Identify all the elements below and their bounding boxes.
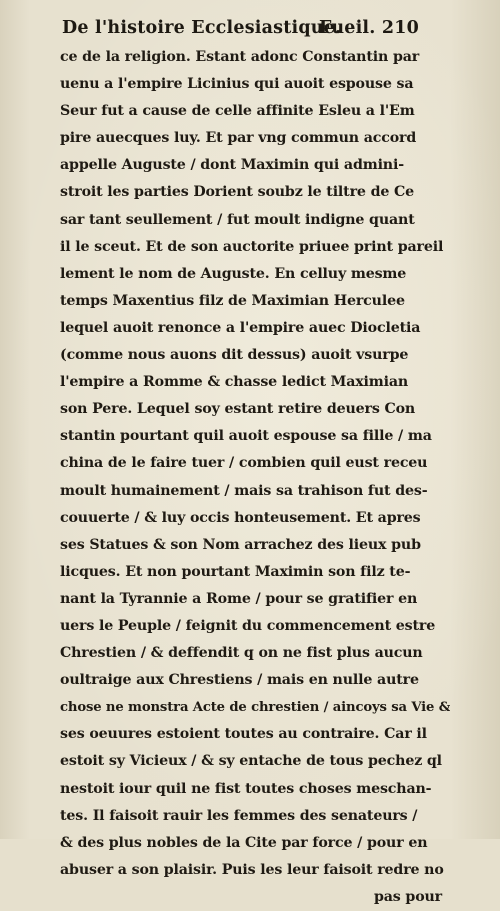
catchword-line: pas pour bbox=[373, 888, 442, 905]
text-line: ce de la religion. Estant adonc Constantin par bbox=[60, 49, 420, 65]
text-line: Seur fut a cause de celle affinite Esleu a l'Em bbox=[60, 103, 415, 120]
text-line: stroit les parties Dorient soubz le tiltre de Ce bbox=[60, 184, 415, 201]
text-line: estoit sy Vicieux / & sy entache de tous pechez ql bbox=[60, 753, 442, 770]
folio-number: Fueil. 210 bbox=[319, 18, 419, 38]
text-line: son Pere. Lequel soy estant retire deuers Con bbox=[60, 401, 416, 418]
text-line: oultraige aux Chrestiens / mais en nulle autre bbox=[60, 672, 419, 689]
text-line: lequel auoit renonce a l'empire auec Diocletia bbox=[60, 319, 421, 336]
text-line: ses oeuures estoient toutes au contraire. Car il bbox=[60, 726, 427, 743]
text-line: lement le nom de Auguste. En celluy mesme bbox=[60, 265, 407, 282]
text-line: Chrestien / & deffendit q on ne fist plus aucun bbox=[60, 645, 423, 662]
text-line: nestoit iour quil ne fist toutes choses meschan- bbox=[60, 780, 432, 797]
body-text bbox=[60, 44, 450, 911]
text-line: uers le Peuple / feignit du commencement estre bbox=[60, 617, 436, 634]
text-line: abuser a son plaisir. Puis les leur faisoit redre no bbox=[60, 861, 444, 878]
running-title: De l'histoire Ecclesiastique. bbox=[62, 18, 342, 38]
text-line: (comme nous auons dit dessus) auoit vsurpe bbox=[60, 347, 409, 364]
text-line: licques. Et non pourtant Maximin son filz te- bbox=[60, 563, 411, 580]
text-line: stantin pourtant quil auoit espouse sa fille / ma bbox=[60, 428, 432, 445]
text-line: china de le faire tuer / combien quil eust receu bbox=[60, 455, 428, 472]
text-line: appelle Auguste / dont Maximin qui admini- bbox=[60, 157, 404, 174]
text-line: & des plus nobles de la Cite par force / pour en bbox=[60, 834, 428, 851]
text-line: nant la Tyrannie a Rome / pour se gratifier en bbox=[60, 590, 418, 607]
text-line: sar tant seullement / fut moult indigne quant bbox=[60, 211, 415, 228]
text-line: tes. Il faisoit rauir les femmes des senateurs / bbox=[60, 807, 418, 824]
running-header bbox=[62, 14, 442, 44]
text-line: pire auecques luy. Et par vng commun accord bbox=[60, 130, 417, 147]
text-line: il le sceut. Et de son auctorite priuee print pareil bbox=[60, 238, 444, 255]
text-line: chose ne monstra Acte de chrestien / aincoys sa Vie & bbox=[60, 700, 450, 716]
text-line: uenu a l'empire Licinius qui auoit espouse sa bbox=[60, 76, 414, 93]
text-line: temps Maxentius filz de Maximian Herculee bbox=[60, 292, 405, 309]
text-line: l'empire a Romme & chasse ledict Maximian bbox=[60, 374, 409, 391]
text-line: moult humainement / mais sa trahison fut des- bbox=[60, 482, 428, 499]
text-line: ses Statues & son Nom arrachez des lieux pub bbox=[60, 536, 421, 553]
text-line: couuerte / & luy occis honteusement. Et apres bbox=[60, 509, 421, 526]
